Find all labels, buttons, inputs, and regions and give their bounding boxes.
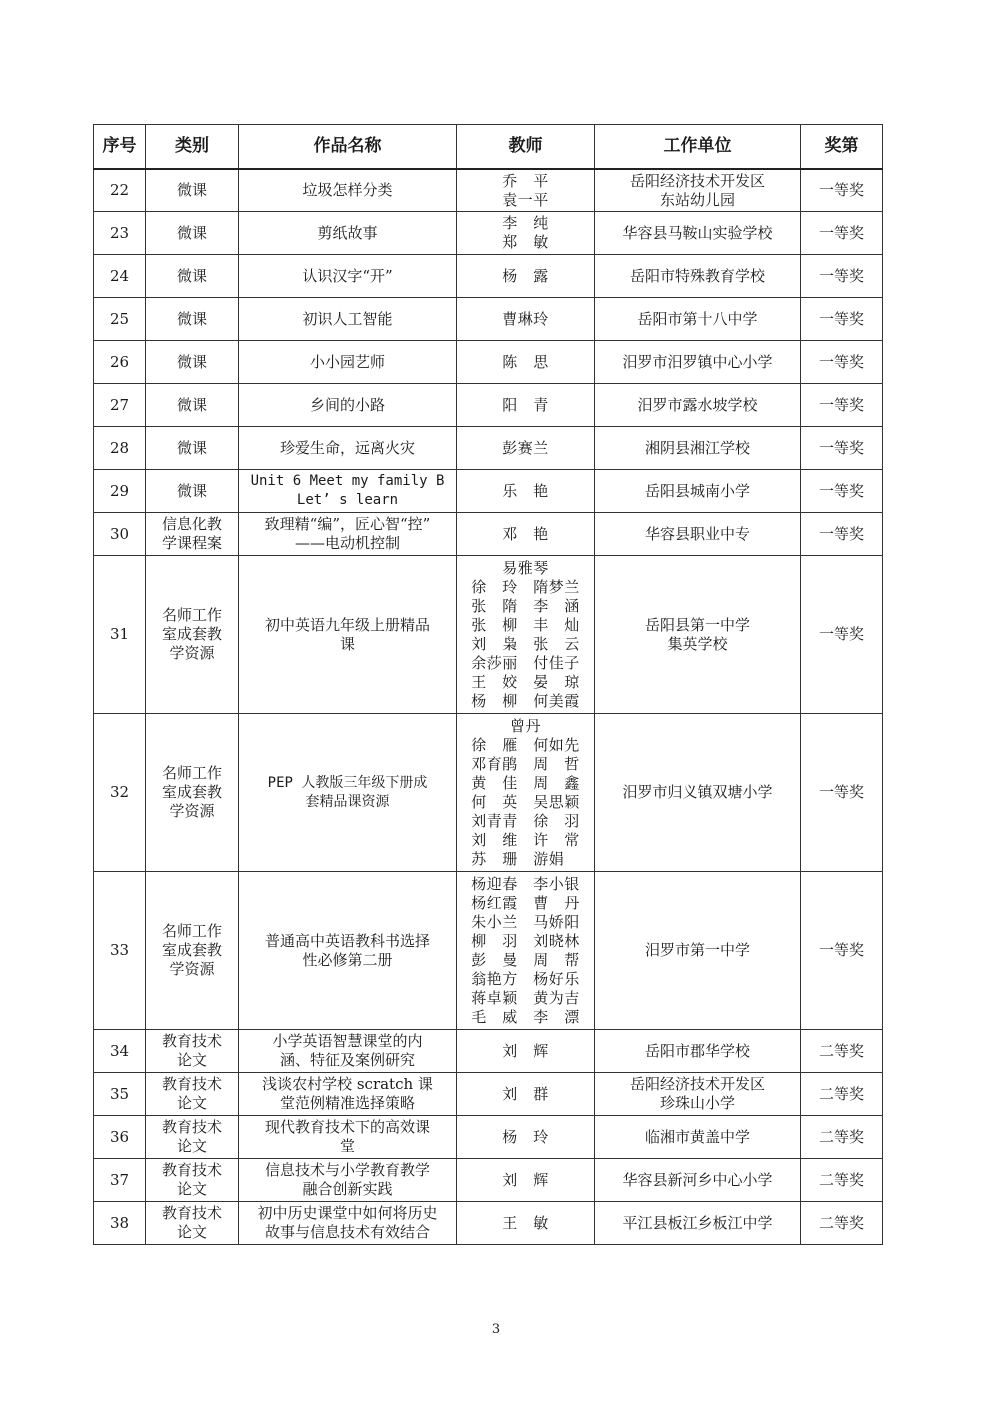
teacher-name: 曹琳玲 — [502, 309, 549, 328]
category-cell — [146, 1159, 239, 1202]
table-row — [94, 255, 883, 298]
table-row — [94, 556, 883, 714]
teacher-list — [502, 172, 549, 210]
title-line: Let’ s learn — [296, 492, 399, 508]
teacher-cell — [457, 872, 595, 1030]
unit-cell — [595, 384, 801, 427]
teacher-list — [471, 875, 580, 1027]
teacher-list — [502, 267, 549, 286]
teacher-name: 彭 曼 周 帮 — [471, 950, 580, 969]
title-line: 现代教育技术下的高效课 — [264, 1118, 430, 1136]
table-row — [94, 872, 883, 1030]
category-line: 教育技术 — [161, 1204, 222, 1222]
unit-cell — [595, 255, 801, 298]
header-award: 奖第 — [801, 125, 883, 170]
teacher-cell — [457, 1202, 595, 1245]
category-cell — [146, 872, 239, 1030]
category-line: 名师工作 — [161, 922, 222, 940]
teacher-list — [502, 310, 549, 329]
teacher-name: 杨 玲 — [502, 1127, 549, 1146]
teacher-name: 李 纯 — [502, 214, 549, 232]
row-number-cell: 29 — [94, 470, 146, 513]
category-line: 学资源 — [169, 802, 215, 820]
unit-line: 华容县新河乡中心小学 — [622, 1170, 773, 1189]
unit-line: 华容县职业中专 — [644, 524, 750, 543]
teacher-list — [502, 1171, 549, 1190]
award-cell: 二等奖 — [801, 1202, 883, 1245]
category-cell: 微课 — [146, 341, 239, 384]
title-line: 浅谈农村学校 scratch 课 — [262, 1075, 433, 1093]
category-cell: 微课 — [146, 212, 239, 255]
row-number-cell: 24 — [94, 255, 146, 298]
award-cell: 一等奖 — [801, 714, 883, 872]
category-line: 名师工作 — [161, 606, 222, 624]
award-cell: 一等奖 — [801, 427, 883, 470]
title-line: 普通高中英语教科书选择 — [264, 931, 430, 950]
unit-line: 东站幼儿园 — [659, 190, 735, 209]
teacher-name: 翁艳方 杨好乐 — [471, 969, 580, 988]
category-line: 室成套教 — [161, 625, 222, 643]
unit-line: 临湘市黄盖中学 — [644, 1127, 750, 1146]
row-number-cell: 32 — [94, 714, 146, 872]
unit-line: 岳阳市郡华学校 — [644, 1041, 750, 1060]
teacher-cell — [457, 1116, 595, 1159]
unit-line: 汨罗市汨罗镇中心小学 — [622, 352, 773, 371]
unit-line: 汨罗市归义镇双塘小学 — [622, 783, 773, 801]
table-row — [94, 427, 883, 470]
unit-line: 岳阳市第十八中学 — [637, 309, 758, 328]
award-cell: 二等奖 — [801, 1159, 883, 1202]
table-row — [94, 212, 883, 255]
unit-cell — [595, 341, 801, 384]
teacher-name: 杨 露 — [502, 266, 549, 285]
title-line: 致理精“编”，匠心智“控” — [264, 515, 431, 533]
award-cell: 一等奖 — [801, 169, 883, 212]
row-number-cell: 28 — [94, 427, 146, 470]
table-header-row — [94, 125, 883, 170]
title-cell — [239, 1116, 457, 1159]
teacher-name: 刘 维 许 常 — [471, 830, 580, 849]
row-number-cell: 38 — [94, 1202, 146, 1245]
teacher-name: 刘青青 徐 羽 — [471, 811, 580, 830]
table-row — [94, 470, 883, 513]
teacher-name: 徐 玲 隋梦兰 — [471, 577, 580, 596]
award-cell: 一等奖 — [801, 872, 883, 1030]
teacher-cell — [457, 298, 595, 341]
category-line: 室成套教 — [161, 783, 222, 801]
category-cell: 微课 — [146, 470, 239, 513]
row-number-cell: 34 — [94, 1030, 146, 1073]
category-cell — [146, 556, 239, 714]
title-cell: 剪纸故事 — [239, 212, 457, 255]
category-cell — [146, 714, 239, 872]
teacher-cell — [457, 556, 595, 714]
unit-cell — [595, 1030, 801, 1073]
row-number-cell: 27 — [94, 384, 146, 427]
page-number: 3 — [491, 1322, 501, 1337]
table-row — [94, 1073, 883, 1116]
title-line: PEP 人教版三年级下册成 — [267, 774, 428, 791]
header-no: 序号 — [94, 125, 146, 170]
header-unit: 工作单位 — [595, 125, 801, 170]
title-cell — [239, 556, 457, 714]
category-line: 论文 — [176, 1137, 207, 1155]
table-row — [94, 1116, 883, 1159]
teacher-name: 曾丹 — [509, 716, 541, 735]
teacher-name: 易雅琴 — [502, 558, 549, 577]
teacher-name: 乔 平 — [502, 171, 549, 190]
category-cell — [146, 1030, 239, 1073]
teacher-list — [502, 1042, 549, 1061]
category-line: 论文 — [176, 1051, 207, 1069]
teacher-name: 张 柳 丰 灿 — [471, 615, 580, 634]
unit-line: 珍珠山小学 — [659, 1094, 735, 1112]
row-number-cell: 36 — [94, 1116, 146, 1159]
title-line: ——电动机控制 — [294, 534, 400, 552]
teacher-list — [502, 1085, 549, 1104]
award-cell: 一等奖 — [801, 212, 883, 255]
unit-line: 汨罗市露水坡学校 — [637, 395, 758, 414]
unit-line: 岳阳经济技术开发区 — [629, 1075, 765, 1093]
unit-cell — [595, 1202, 801, 1245]
teacher-list — [502, 214, 549, 252]
title-line: 套精品课资源 — [305, 793, 390, 810]
title-cell — [239, 470, 457, 513]
header-category: 类别 — [146, 125, 239, 170]
unit-cell — [595, 212, 801, 255]
awards-table — [93, 124, 883, 1245]
award-cell: 一等奖 — [801, 513, 883, 556]
table-body — [94, 169, 883, 1245]
title-line: 初中历史课堂中如何将历史 — [257, 1204, 438, 1222]
row-number-cell: 26 — [94, 341, 146, 384]
category-cell: 微课 — [146, 427, 239, 470]
teacher-cell — [457, 1030, 595, 1073]
award-cell: 二等奖 — [801, 1073, 883, 1116]
unit-cell — [595, 1073, 801, 1116]
row-number-cell: 25 — [94, 298, 146, 341]
title-cell — [239, 1202, 457, 1245]
category-line: 论文 — [176, 1223, 207, 1241]
teacher-cell — [457, 255, 595, 298]
category-line: 学资源 — [169, 960, 215, 978]
teacher-name: 刘 辉 — [502, 1041, 549, 1060]
row-number-cell: 33 — [94, 872, 146, 1030]
title-line: 性必修第二册 — [302, 950, 393, 969]
award-cell: 二等奖 — [801, 1030, 883, 1073]
teacher-list — [502, 396, 549, 415]
table-row — [94, 1202, 883, 1245]
award-cell: 一等奖 — [801, 298, 883, 341]
title-cell: 小小园艺师 — [239, 341, 457, 384]
title-cell — [239, 1073, 457, 1116]
category-line: 论文 — [176, 1180, 207, 1198]
title-cell — [239, 872, 457, 1030]
title-line: 课 — [339, 634, 355, 653]
teacher-cell — [457, 427, 595, 470]
table-row — [94, 1030, 883, 1073]
category-cell: 微课 — [146, 384, 239, 427]
row-number-cell: 30 — [94, 513, 146, 556]
category-line: 学课程案 — [161, 534, 222, 552]
teacher-name: 徐 雁 何如先 — [471, 735, 580, 754]
teacher-cell — [457, 212, 595, 255]
table-row — [94, 169, 883, 212]
teacher-cell — [457, 470, 595, 513]
unit-cell — [595, 470, 801, 513]
category-cell — [146, 513, 239, 556]
teacher-name: 王 敏 — [502, 1213, 549, 1232]
title-cell — [239, 513, 457, 556]
category-line: 教育技术 — [161, 1118, 222, 1136]
category-line: 教育技术 — [161, 1075, 222, 1093]
teacher-name: 袁一平 — [502, 190, 549, 209]
title-line: 融合创新实践 — [302, 1180, 393, 1198]
award-cell: 一等奖 — [801, 341, 883, 384]
award-cell: 一等奖 — [801, 556, 883, 714]
teacher-list — [471, 559, 580, 711]
award-cell: 二等奖 — [801, 1116, 883, 1159]
teacher-name: 彭赛兰 — [502, 438, 549, 457]
teacher-cell — [457, 1159, 595, 1202]
teacher-cell — [457, 714, 595, 872]
title-cell — [239, 1030, 457, 1073]
teacher-name: 朱小兰 马娇阳 — [471, 912, 580, 931]
teacher-name: 邓育鹃 周 哲 — [471, 754, 580, 773]
teacher-name: 乐 艳 — [502, 481, 549, 500]
category-cell: 微课 — [146, 298, 239, 341]
teacher-list — [471, 717, 580, 869]
title-line: 堂 — [339, 1137, 355, 1155]
teacher-name: 杨 柳 何美霞 — [471, 691, 580, 710]
unit-cell — [595, 872, 801, 1030]
table-row — [94, 341, 883, 384]
category-line: 教育技术 — [161, 1161, 222, 1179]
teacher-name: 陈 思 — [502, 352, 549, 371]
teacher-cell — [457, 513, 595, 556]
table-row — [94, 513, 883, 556]
row-number-cell: 22 — [94, 169, 146, 212]
unit-cell — [595, 513, 801, 556]
teacher-name: 余莎丽 付佳子 — [471, 653, 580, 672]
unit-cell — [595, 556, 801, 714]
teacher-name: 何 英 吴思颖 — [471, 792, 580, 811]
unit-cell — [595, 427, 801, 470]
title-cell: 认识汉字“开” — [239, 255, 457, 298]
title-line: 故事与信息技术有效结合 — [264, 1223, 430, 1241]
teacher-cell — [457, 341, 595, 384]
teacher-name: 蒋卓颖 黄为吉 — [471, 988, 580, 1007]
category-line: 室成套教 — [161, 941, 222, 959]
title-line: 堂范例精准选择策略 — [279, 1094, 415, 1112]
category-line: 学资源 — [169, 644, 215, 662]
teacher-name: 杨红霞 曹 丹 — [471, 893, 580, 912]
unit-cell — [595, 714, 801, 872]
teacher-name: 阳 青 — [502, 395, 549, 414]
unit-cell — [595, 169, 801, 212]
unit-cell — [595, 1159, 801, 1202]
award-cell: 一等奖 — [801, 384, 883, 427]
title-cell — [239, 1159, 457, 1202]
unit-cell — [595, 1116, 801, 1159]
row-number-cell: 23 — [94, 212, 146, 255]
teacher-cell — [457, 1073, 595, 1116]
category-cell — [146, 1202, 239, 1245]
unit-line: 岳阳市特殊教育学校 — [629, 266, 765, 285]
category-cell — [146, 1073, 239, 1116]
title-line: 信息技术与小学教育教学 — [264, 1161, 430, 1179]
category-cell — [146, 1116, 239, 1159]
teacher-name: 毛 威 李 漂 — [471, 1007, 580, 1026]
row-number-cell: 31 — [94, 556, 146, 714]
table-row — [94, 1159, 883, 1202]
teacher-list — [502, 439, 549, 458]
row-number-cell: 35 — [94, 1073, 146, 1116]
title-cell: 初识人工智能 — [239, 298, 457, 341]
category-line: 论文 — [176, 1094, 207, 1112]
table-row — [94, 298, 883, 341]
teacher-list — [502, 353, 549, 372]
title-line: Unit 6 Meet my family B — [250, 473, 445, 489]
teacher-name: 刘 枭 张 云 — [471, 634, 580, 653]
title-cell: 乡间的小路 — [239, 384, 457, 427]
header-teacher: 教师 — [457, 125, 595, 170]
teacher-list — [502, 1128, 549, 1147]
teacher-name: 苏 珊 游娟 — [471, 849, 565, 868]
unit-line: 岳阳县城南小学 — [644, 481, 750, 500]
teacher-name: 郑 敏 — [502, 233, 549, 251]
title-cell: 珍爱生命，远离火灾 — [239, 427, 457, 470]
teacher-name: 刘 群 — [502, 1084, 549, 1103]
unit-line: 集英学校 — [667, 634, 728, 653]
unit-line: 平江县板江乡板江中学 — [622, 1213, 773, 1232]
title-cell — [239, 714, 457, 872]
category-cell: 微课 — [146, 255, 239, 298]
category-cell: 微课 — [146, 169, 239, 212]
unit-line: 华容县马鞍山实验学校 — [622, 223, 773, 242]
teacher-list — [502, 525, 549, 544]
teacher-list — [502, 482, 549, 501]
table-row — [94, 714, 883, 872]
category-line: 信息化教 — [161, 515, 222, 533]
title-cell: 垃圾怎样分类 — [239, 169, 457, 212]
teacher-cell — [457, 384, 595, 427]
teacher-name: 刘 辉 — [502, 1170, 549, 1189]
unit-line: 岳阳县第一中学 — [644, 615, 750, 634]
title-line: 小学英语智慧课堂的内 — [272, 1032, 423, 1050]
teacher-name: 王 姣 晏 琼 — [471, 672, 580, 691]
unit-line: 湘阴县湘江学校 — [644, 438, 750, 457]
table-row — [94, 384, 883, 427]
award-cell: 一等奖 — [801, 470, 883, 513]
award-cell: 一等奖 — [801, 255, 883, 298]
teacher-name: 杨迎春 李小银 — [471, 874, 580, 893]
unit-line: 岳阳经济技术开发区 — [629, 171, 765, 190]
title-line: 初中英语九年级上册精品 — [264, 615, 430, 634]
teacher-cell — [457, 169, 595, 212]
row-number-cell: 37 — [94, 1159, 146, 1202]
teacher-name: 柳 羽 刘晓林 — [471, 931, 580, 950]
title-line: 涵、特征及案例研究 — [279, 1051, 415, 1069]
teacher-name: 张 隋 李 涵 — [471, 596, 580, 615]
category-line: 名师工作 — [161, 764, 222, 782]
teacher-name: 黄 佳 周 鑫 — [471, 773, 580, 792]
unit-line: 汨罗市第一中学 — [644, 941, 750, 959]
teacher-name: 邓 艳 — [502, 524, 549, 543]
header-title: 作品名称 — [239, 125, 457, 170]
teacher-list — [502, 1214, 549, 1233]
category-line: 教育技术 — [161, 1032, 222, 1050]
unit-cell — [595, 298, 801, 341]
